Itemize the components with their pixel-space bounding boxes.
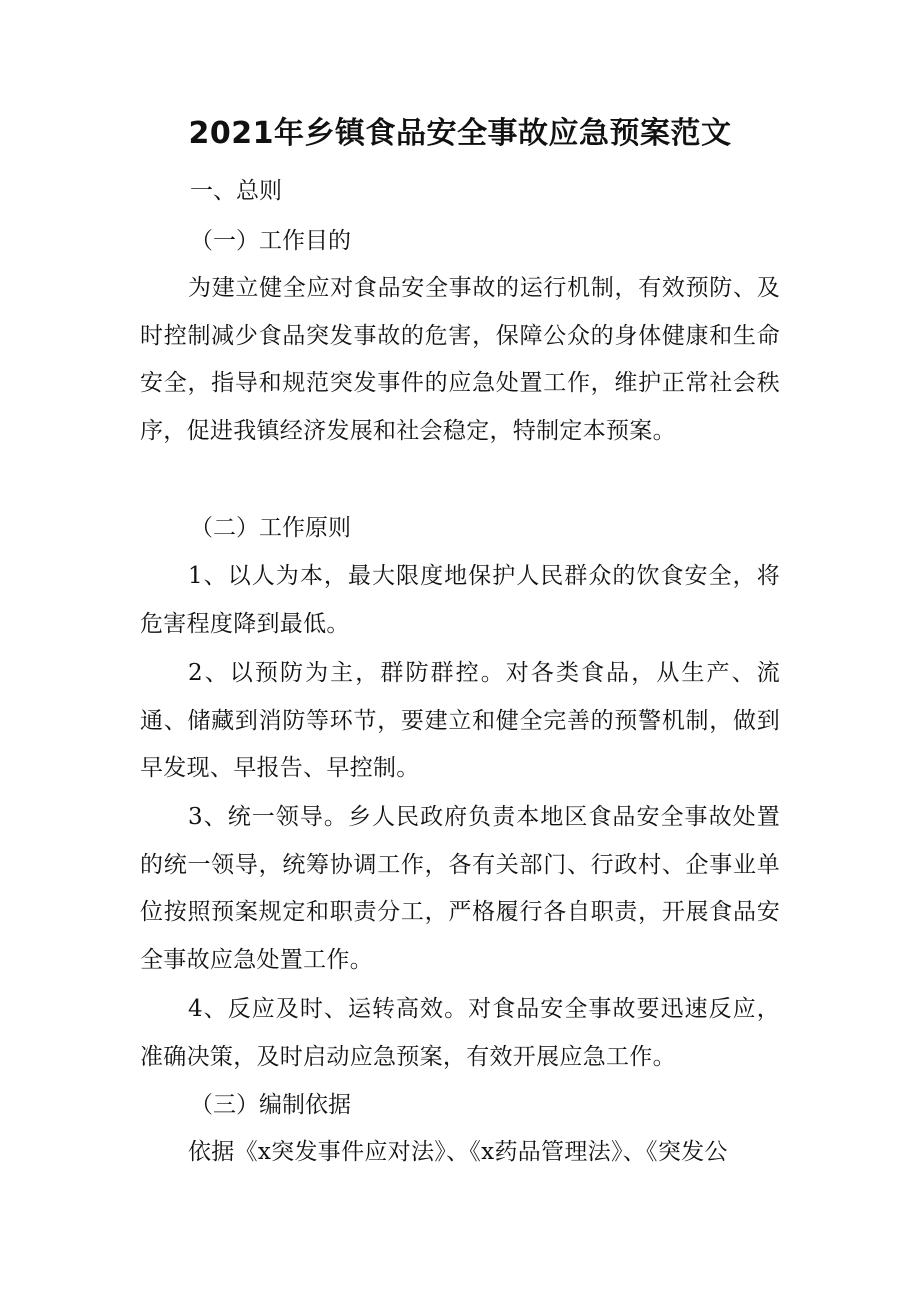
paragraph-principle-4: 4、反应及时、运转高效。对食品安全事故要迅速反应，准确决策，及时启动应急预案，有效开展应急工作。 xyxy=(140,996,780,1070)
paragraph-purpose: 为建立健全应对食品安全事故的运行机制，有效预防、及时控制减少食品突发事故的危害，保障公众的身体健康和生命安全，指导和规范突发事件的应急处置工作，维护正常社会秩序，促进我镇经济发展和社会稳定，特制定本预案。 xyxy=(140,275,780,444)
subsection-heading-basis: （三）编制依据 xyxy=(190,1092,351,1118)
subsection-heading-principles: （二）工作原则 xyxy=(190,515,351,541)
subsection-heading-purpose: （一）工作目的 xyxy=(190,228,351,254)
page-title: 2021年乡镇食品安全事故应急预案范文 xyxy=(188,116,732,151)
paragraph-principle-1: 1、以人为本，最大限度地保护人民群众的饮食安全，将危害程度降到最低。 xyxy=(140,563,780,637)
section-heading-general: 一、总则 xyxy=(190,178,282,204)
paragraph-principle-2: 2、以预防为主，群防群控。对各类食品，从生产、流通、储藏到消防等环节，要建立和健全完善的预警机制，做到早发现、早报告、早控制。 xyxy=(140,660,780,781)
paragraph-basis: 依据《x突发事件应对法》、《x药品管理法》、《突发公 xyxy=(188,1139,728,1165)
paragraph-principle-3: 3、统一领导。乡人民政府负责本地区食品安全事故处置的统一领导，统筹协调工作，各有关部门、行政村、企事业单位按照预案规定和职责分工，严格履行各自职责，开展食品安全事故应急处置工作。 xyxy=(140,804,780,973)
